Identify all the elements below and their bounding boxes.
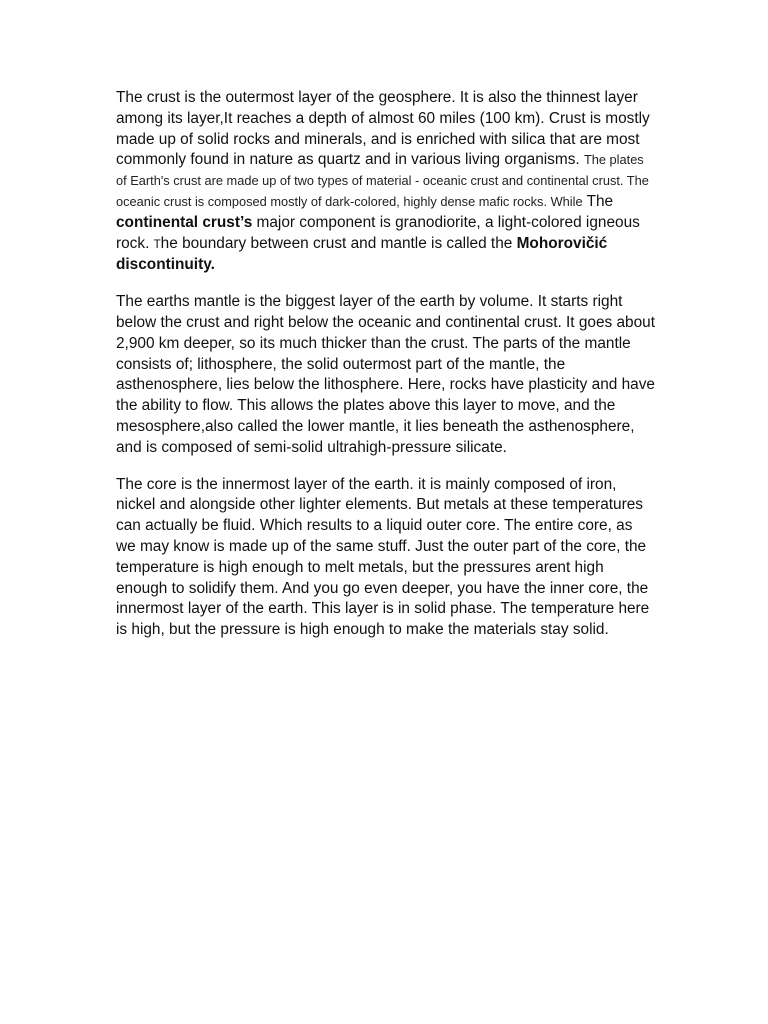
continental-crust-term: continental crust’s bbox=[116, 213, 253, 231]
boundary-text: he boundary between crust and mantle is called the bbox=[160, 234, 513, 252]
mantle-paragraph: The earths mantle is the biggest layer of the earth by volume. It starts right below the crust and right below the oceanic and continental crust. It goes about 2,900 km deeper, so its much thicker than the crust. The parts of the mantle consists of; lithosphere, the solid outermost part of the mantle, the asthenosphere, lies below the lithosphere. Here, rocks have plasticity and have the ability to flow. This allows the plates above this layer to move, and the mesosphere,also called the lower mantle, it lies beneath the asthenosphere, and is composed of semi-solid ultrahigh-pressure silicate. bbox=[116, 293, 656, 456]
core-paragraph: The core is the innermost layer of the earth. it is mainly composed of iron, nickel and alongside other lighter elements. But metals at these temperatures can actually be fluid. Which results to a liquid outer core. The entire core, as we may know is made up of the same stuff. Just the outer part of the core, the temperature is high enough to melt metals, but the pressures arent high enough to solidify them. And you go even deeper, you have the inner core, the innermost layer of the earth. This layer is in solid phase. The temperature here is high, but the pressure is high enough to make the materials stay solid. bbox=[116, 475, 650, 639]
crust-intro-text: The crust is the outermost layer of the geosphere. It is also the thinnest layer among its layer,It reaches a depth of almost 60 miles (100 km). Crust is mostly made up of solid rocks and minerals, and is enriched with silica that are most commonly found in nature as quartz and in various living organisms. bbox=[116, 89, 650, 169]
plates-text: The plates of Earth's crust are made up of two types of material - oceanic crust and continental crust. The oceanic crust is composed mostly of dark-colored, highly dense mafic rocks. While bbox=[116, 152, 649, 209]
document-page bbox=[116, 88, 656, 657]
continental-rest-text: major component is granodiorite, a light-colored igneous rock. bbox=[116, 213, 640, 252]
the-word: The bbox=[586, 192, 614, 210]
mohorovicic-term: Mohorovičić discontinuity. bbox=[116, 234, 608, 274]
crust-paragraph bbox=[116, 88, 656, 276]
small-t-letter: T bbox=[153, 238, 161, 251]
